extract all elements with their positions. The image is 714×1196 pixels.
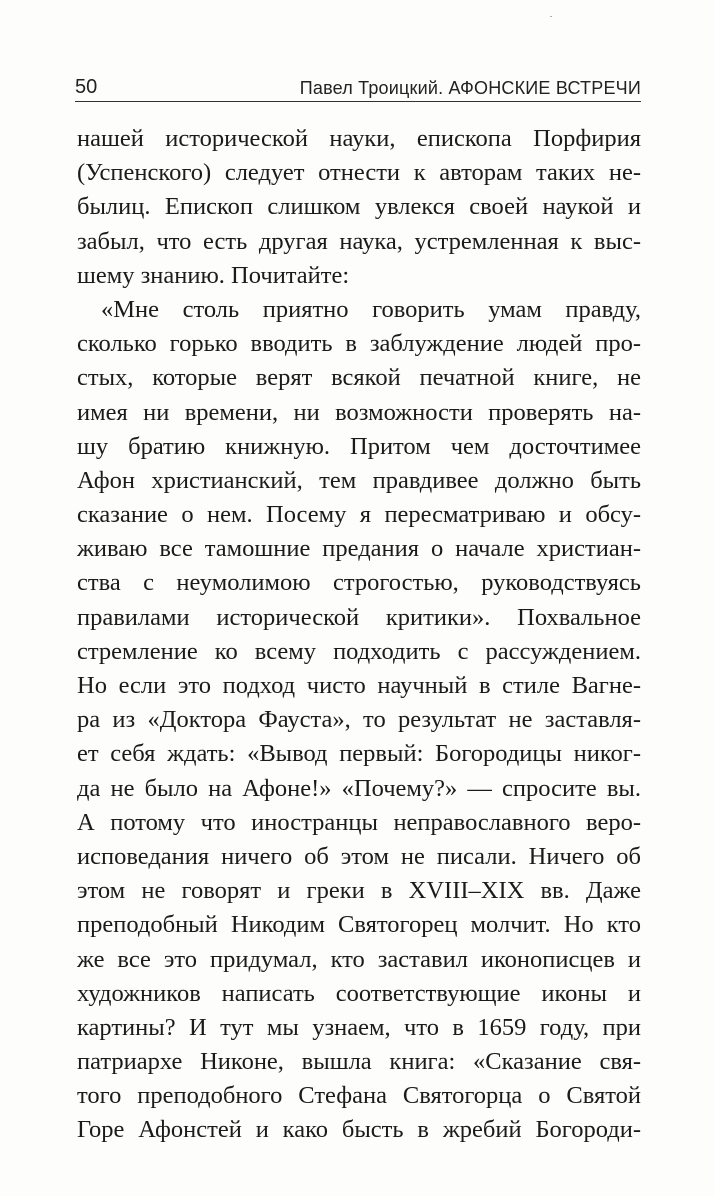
text-line: Горе Афонстей и како бысть в жребий Богороди- [77,1116,641,1144]
page-number: 50 [75,76,98,98]
text-line: Но если это подход чисто научный в стиле Вагне- [77,672,641,699]
text-line: шему знанию. Почитайте: [77,261,350,289]
text-line: правилами исторической критики». Похвальное [77,603,641,631]
text-line: картины? И тут мы узнаем, что в 1659 году, при [77,1013,641,1041]
text-line: стых, которые верят всякой печатной книге, не [77,364,641,392]
text-line: шу братию книжную. Притом чем досточтимее [77,432,641,460]
text-line: исповедания ничего об этом не писали. Ничего об [77,842,641,870]
text-line: былиц. Епископ слишком увлекся своей наукой и [77,193,641,221]
text-line: (Успенского) следует отнести к авторам таких не- [77,159,641,187]
pencil-mark [549,4,557,14]
text-line: ра из «Доктора Фауста», то результат не заставля- [77,706,641,734]
text-line: Афон христианский, тем правдивее должно быть [77,466,641,494]
text-line: «Мне столь приятно говорить умам правду, [101,295,641,323]
text-line: А потому что иностранцы неправославного веро- [77,808,641,836]
body-text [77,122,641,1148]
text-line: преподобный Никодим Святогорец молчит. Но кто [77,911,641,939]
text-line: того преподобного Стефана Святогорца о Святой [77,1082,641,1110]
text-line: художников написать соответствующие иконы и [77,979,641,1007]
text-line: забыл, что есть другая наука, устремленная к выс- [77,227,641,255]
text-line: сколько горько вводить в заблуждение людей про- [77,330,641,358]
text-line: сказание о нем. Посему я пересматриваю и обсу- [77,501,641,529]
text-line: да не было на Афоне!» «Почему?» — спросите вы. [77,774,641,802]
text-line: патриархе Никоне, вышла книга: «Сказание свя- [77,1048,641,1076]
text-line: стремление ко всему подходить с рассуждением. [77,637,641,665]
text-line: нашей исторической науки, епископа Порфирия [77,125,641,152]
header-rule [75,101,641,102]
running-title: Павел Троицкий. АФОНСКИЕ ВСТРЕЧИ [299,78,641,98]
page-header [75,74,641,104]
text-line: этом не говорят и греки в XVIII–XIX вв. Даже [77,877,641,905]
text-line: имея ни времени, ни возможности проверять на- [77,398,641,426]
text-line: ет себя ждать: «Вывод первый: Богородицы никог- [77,740,641,768]
text-line: же все это придумал, кто заставил иконописцев и [77,945,641,973]
text-line: ства с неумолимою строгостью, руководствуясь [77,569,641,597]
text-line: живаю все тамошние предания о начале христиан- [77,535,641,563]
